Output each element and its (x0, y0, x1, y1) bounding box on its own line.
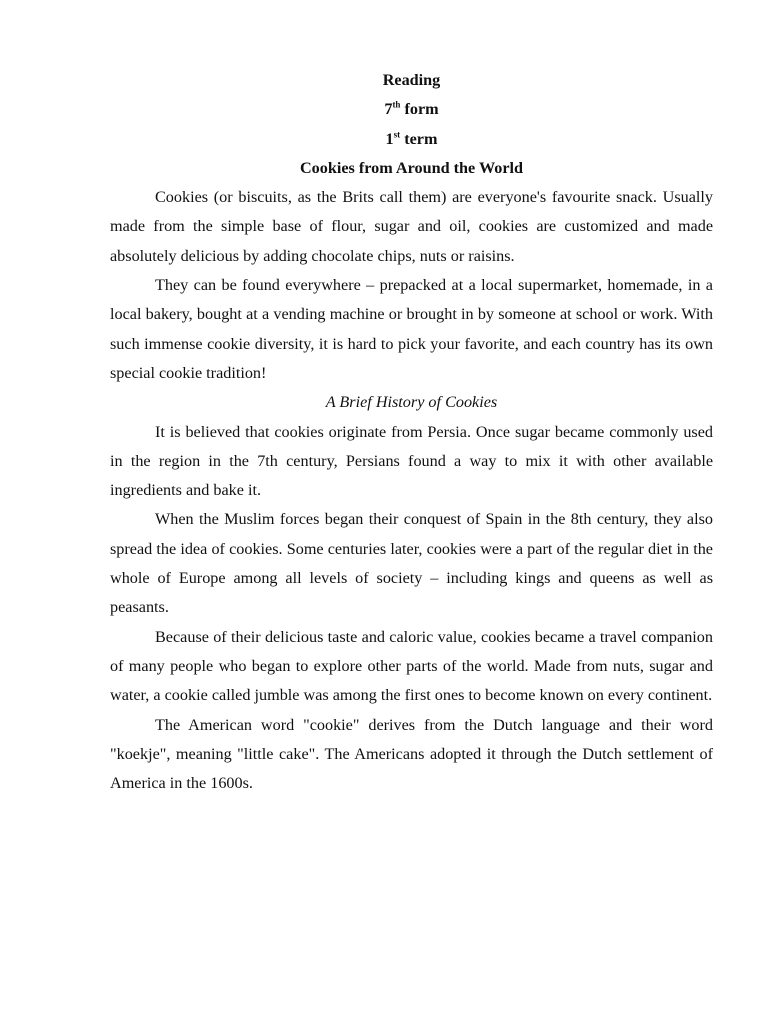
paragraph: Because of their delicious taste and caloric value, cookies became a travel companion of many people who began to explore other parts of the world. Made from nuts, sugar and water, a cookie called jumble was among the first ones to become known on every continent. (110, 627, 713, 705)
section-title: A Brief History of Cookies (325, 393, 498, 412)
paragraph: Cookies (or biscuits, as the Brits call them) are everyone's favourite snack. Usually made from the simple base of flour, sugar and oil, cookies are customized and made absolutely delicious by adding chocolate chips, nuts or raisins. (110, 188, 713, 265)
subject-heading: Reading (382, 71, 441, 89)
form-heading (110, 95, 713, 124)
paragraph: It is believed that cookies originate from Persia. Once sugar became commonly used in the region in the 7th century, Persians found a way to mix it with other available ingredients and bake it. (110, 422, 713, 500)
document-title: Cookies from Around the World (299, 158, 524, 177)
term-heading (110, 125, 713, 154)
paragraph: The American word "cookie" derives from the Dutch language and their word "koekje", meaning "little cake". The Americans adopted it through the Dutch settlement of America in the 1600s. (110, 715, 713, 793)
form-number: 7 (384, 100, 393, 119)
document-page (110, 66, 713, 798)
term-suffix: st (393, 129, 401, 140)
paragraph: When the Muslim forces began their conquest of Spain in the 8th century, they also spread the idea of cookies. Some centuries later, cookies were a part of the regular diet in the whole of Europe among all levels of society – including kings and queens as well as peasants. (110, 510, 713, 617)
form-word: form (404, 100, 439, 119)
paragraph: They can be found everywhere – prepacked at a local supermarket, homemade, in a local bakery, bought at a vending machine or brought in by someone at school or work. With such immense cookie diversity, it is hard to pick your favorite, and each country has its own special cookie tradition! (110, 276, 713, 382)
form-suffix: th (392, 99, 401, 110)
term-word: term (404, 129, 438, 148)
term-number: 1 (385, 129, 394, 148)
